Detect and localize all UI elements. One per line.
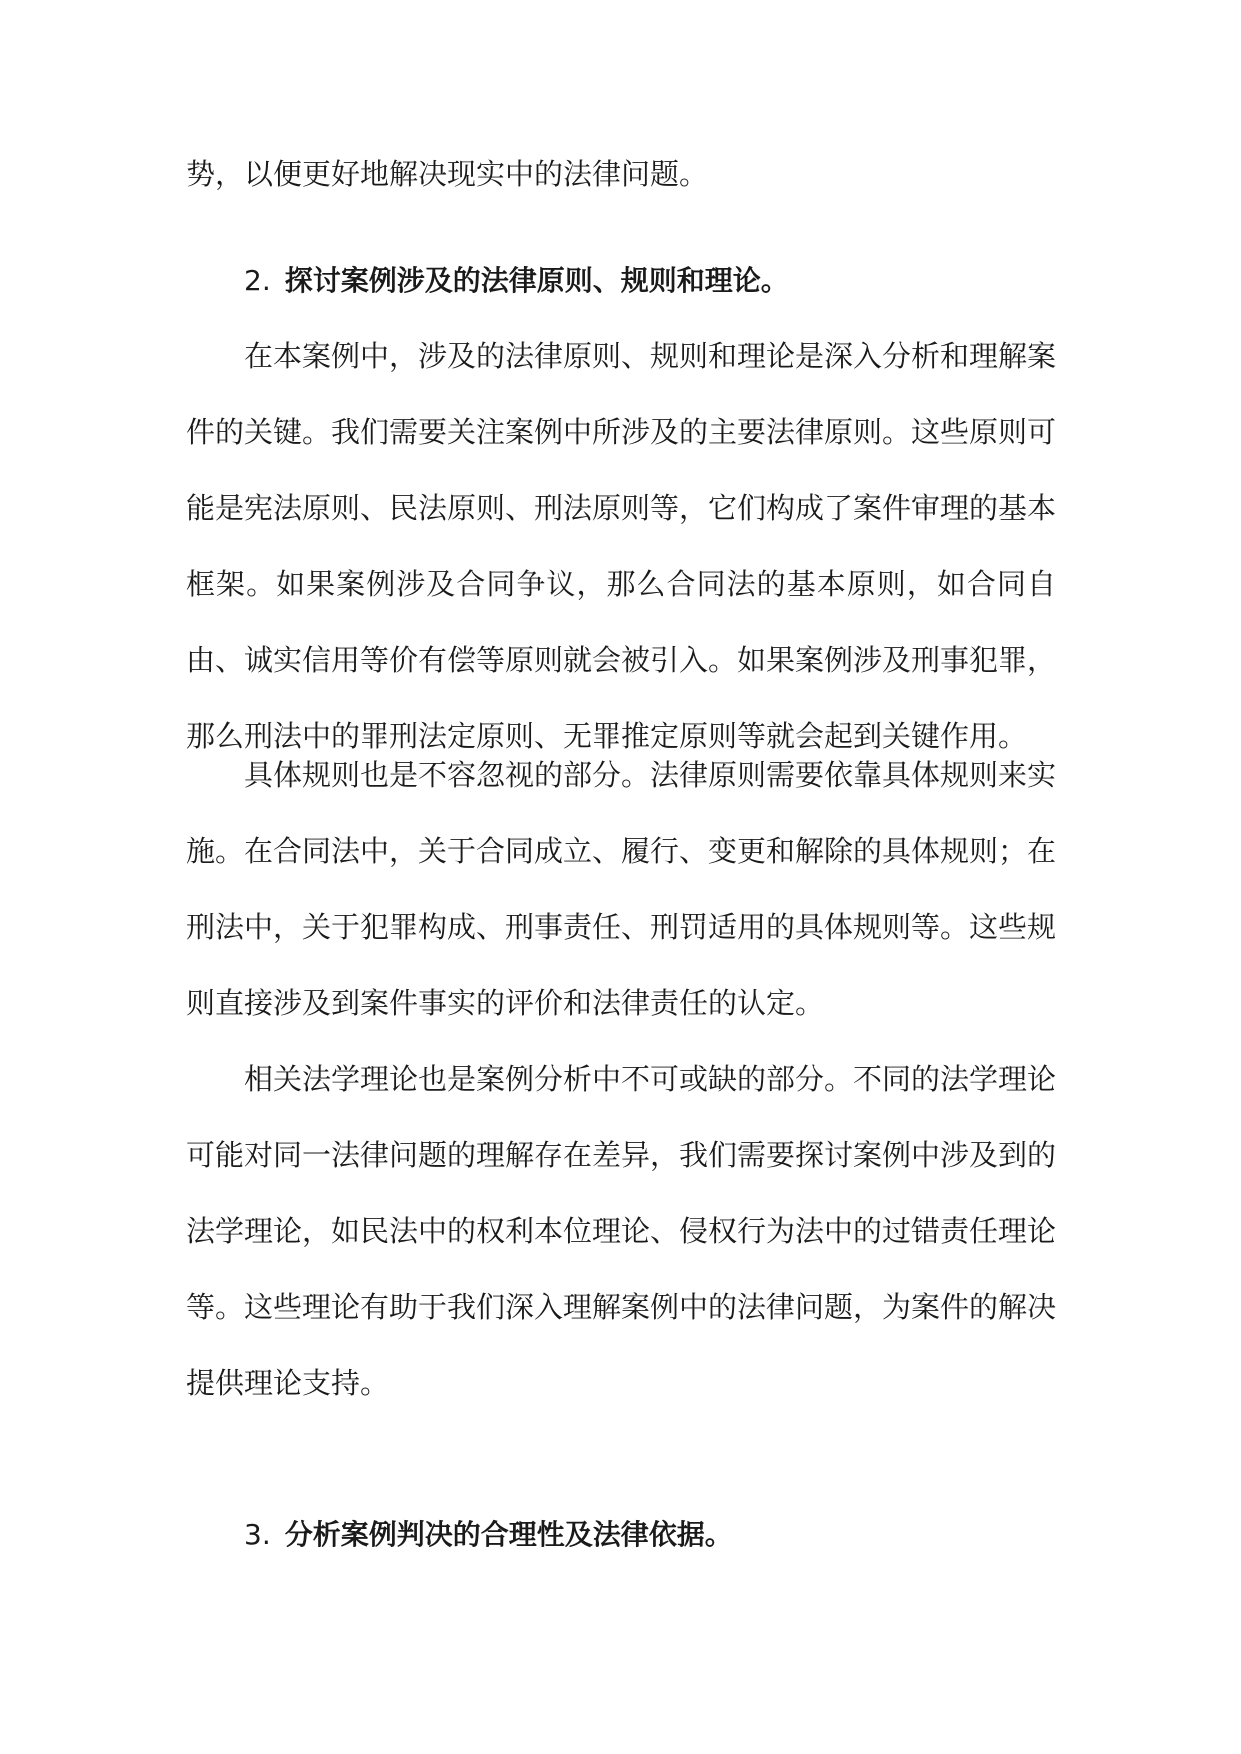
section-2-paragraph-2: 具体规则也是不容忽视的部分。法律原则需要依靠具体规则来实施。在合同法中，关于合同成立、履行、变更和解除的具体规则；在刑法中，关于犯罪构成、刑事责任、刑罚适用的具体规则等。这些规则直接涉及到案件事实的评价和法律责任的认定。: [186, 758, 1057, 1020]
section-2-paragraph-3: 相关法学理论也是案例分析中不可或缺的部分。不同的法学理论可能对同一法律问题的理解存在差异，我们需要探讨案例中涉及到的法学理论，如民法中的权利本位理论、侵权行为法中的过错责任理论等。这些理论有助于我们深入理解案例中的法律问题，为案件的解决提供理论支持。: [186, 1062, 1057, 1400]
section-3-title: 分析案例判决的合理性及法律依据。: [284, 1518, 733, 1551]
section-2-paragraph-1: 在本案例中，涉及的法律原则、规则和理论是深入分析和理解案件的关键。我们需要关注案例中所涉及的主要法律原则。这些原则可能是宪法原则、民法原则、刑法原则等，它们构成了案件审理的基本框架。如果案例涉及合同争议，那么合同法的基本原则，如合同自由、诚实信用等价有偿等原则就会被引入。如果案例涉及刑事犯罪，那么刑法中的罪刑法定原则、无罪推定原则等就会起到关键作用。: [186, 339, 1057, 753]
section-2-title: 探讨案例涉及的法律原则、规则和理论。: [284, 264, 789, 297]
section-2-number: 2.: [244, 264, 271, 297]
section-2-heading: [186, 243, 1056, 319]
section-3-heading: [186, 1497, 1056, 1573]
continued-paragraph: 势，以便更好地解决现实中的法律问题。: [186, 157, 709, 191]
section-3-number: 3.: [244, 1518, 271, 1551]
